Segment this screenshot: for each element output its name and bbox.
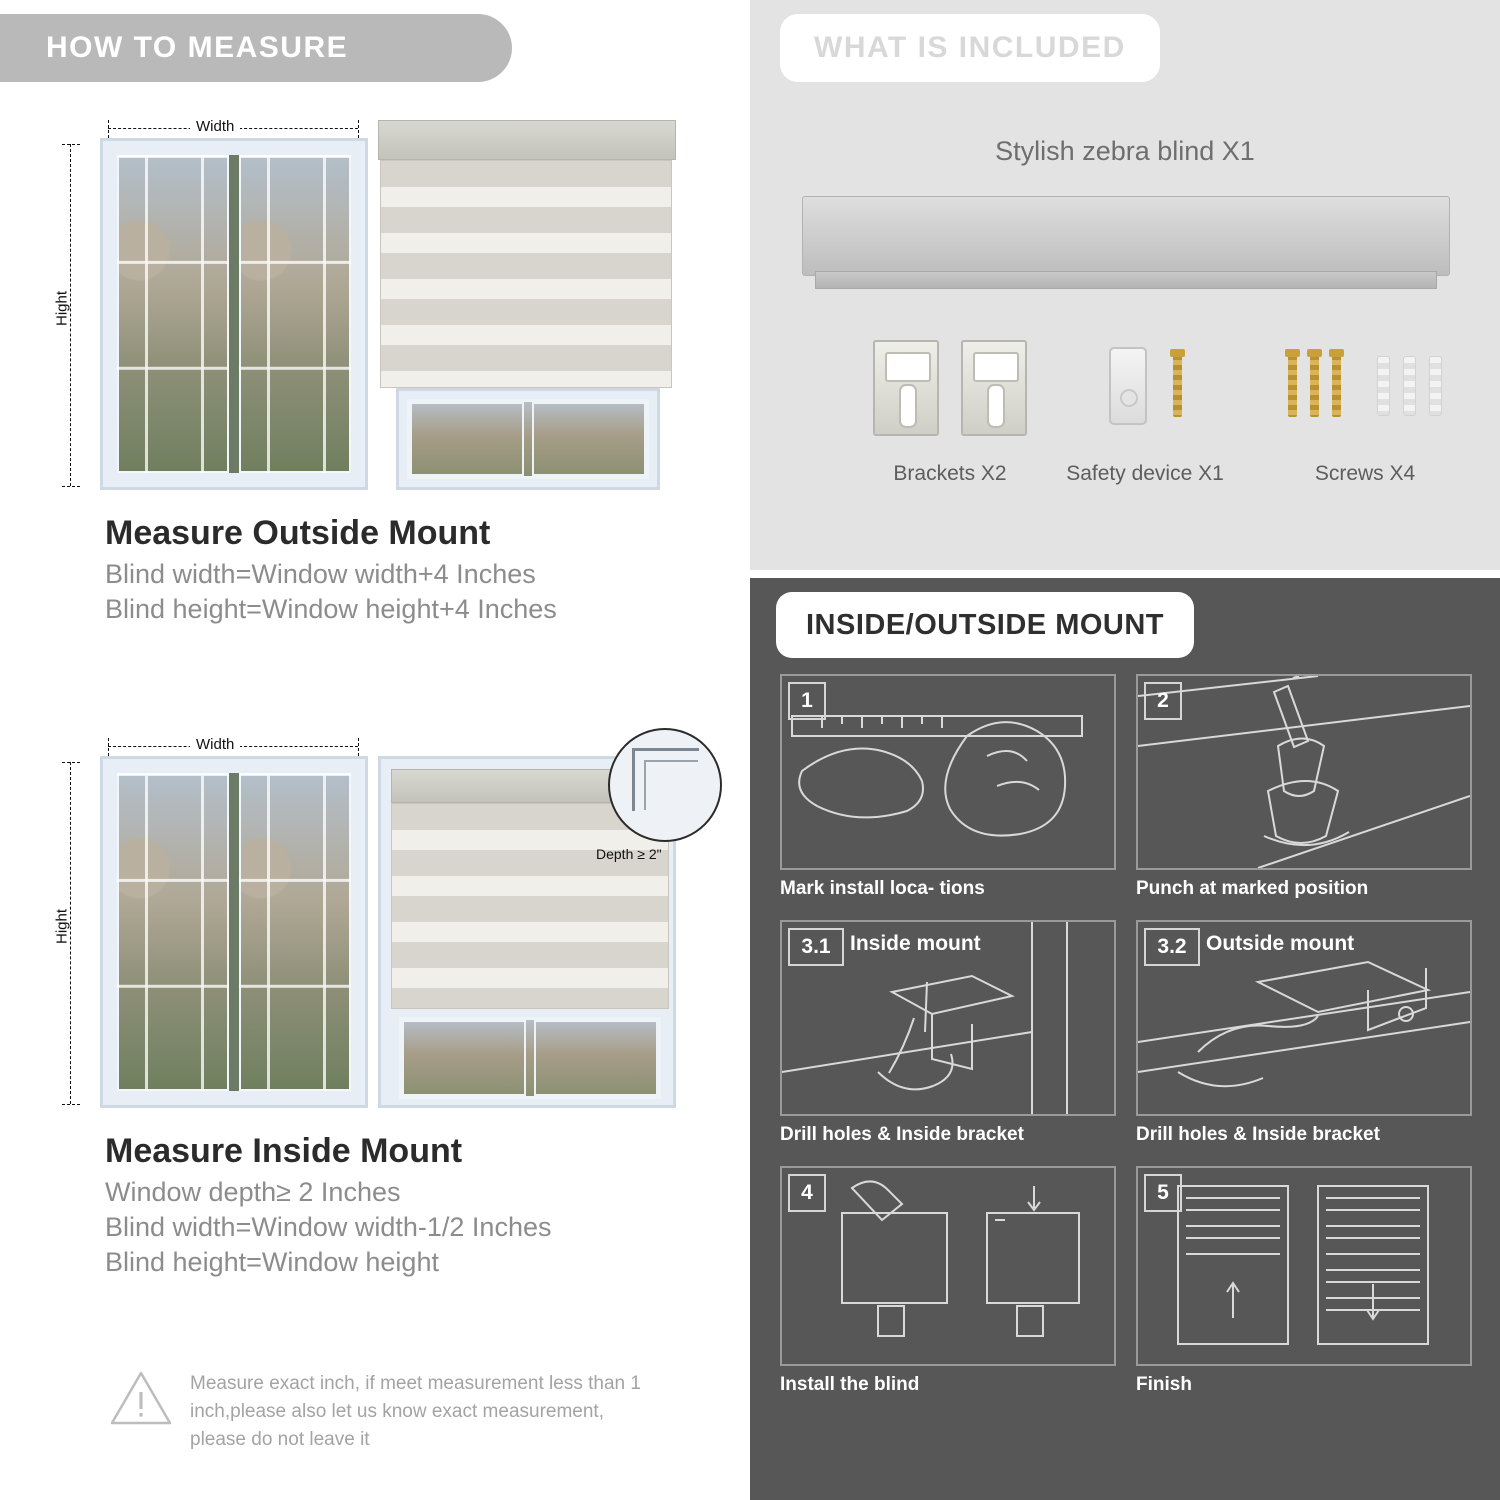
what-is-included-tab (780, 14, 1160, 82)
outside-width-tick-left (108, 120, 109, 138)
window-pane-right-inside (239, 773, 351, 1091)
step-2-number: 2 (1144, 682, 1182, 720)
window-illustration-inside (100, 756, 368, 1108)
outside-width-tick-right (358, 120, 359, 138)
inside-width-tick-right (358, 738, 359, 756)
how-to-measure-section (0, 0, 742, 1500)
safety-device-caption: Safety device X1 (1066, 462, 1224, 485)
screws-illustration (1230, 340, 1500, 432)
install-step-5 (1136, 1166, 1472, 1396)
outside-mount-diagram (40, 100, 730, 500)
inside-window-glass (399, 1017, 661, 1099)
installation-steps-grid (780, 674, 1472, 1396)
step-1-illustration (780, 674, 1116, 870)
outside-mount-block (0, 100, 742, 629)
right-column (750, 0, 1500, 1500)
inside-mount-text (105, 1132, 742, 1278)
inside-mount-block (0, 718, 742, 1282)
screw-icon (1288, 355, 1297, 417)
outside-blind-fabric (380, 160, 672, 388)
screws-caption: Screws X4 (1314, 462, 1416, 485)
outside-height-tick-top (62, 144, 80, 145)
measure-warning-text: Measure exact inch, if meet measurement less than 1 inch,please also let us know exact measurement, please do not leave it (190, 1373, 641, 1450)
step-5-number: 5 (1144, 1174, 1182, 1212)
step-5-caption: Finish (1136, 1374, 1192, 1395)
step-2-illustration (1136, 674, 1472, 870)
inside-outside-mount-title: INSIDE/OUTSIDE MOUNT (806, 608, 1165, 641)
included-parts-row (750, 340, 1500, 500)
step-1-number: 1 (788, 682, 826, 720)
outside-window-glass (407, 399, 649, 479)
step-5-illustration (1136, 1166, 1472, 1366)
wall-anchor-icon (1377, 356, 1390, 416)
outside-blind-headrail (378, 120, 676, 160)
inside-width-tick-left (108, 738, 109, 756)
inside-height-tick-top (62, 762, 80, 763)
step-3-2-number: 3.2 (1144, 928, 1200, 966)
glass-right-inside (534, 1020, 658, 1096)
outside-width-label: Width (190, 118, 240, 135)
inside-blind-fabric (391, 803, 669, 1009)
install-step-3-2 (1136, 920, 1472, 1146)
step-1-caption: Mark install loca- tions (780, 878, 985, 899)
safety-device-icon (1109, 347, 1147, 425)
warning-icon (110, 1370, 172, 1426)
window-pane-right (239, 155, 351, 473)
outside-mount-title: Measure Outside Mount (105, 514, 491, 552)
window-panes (117, 155, 351, 473)
window-pane-left (117, 155, 229, 473)
outside-mount-text (105, 514, 742, 625)
window-illustration-outside (100, 138, 368, 490)
screw-icon (1310, 355, 1319, 417)
step-2-caption: Punch at marked position (1136, 878, 1369, 899)
how-to-measure-banner (0, 14, 512, 82)
step-3-1-caption: Drill holes & Inside bracket (780, 1124, 1024, 1145)
wall-anchor-icon (1429, 356, 1442, 416)
install-step-4 (780, 1166, 1116, 1396)
inside-height-tick-bottom (62, 1104, 80, 1105)
step-4-number: 4 (788, 1174, 826, 1212)
step-3-2-inline-label: Outside mount (1206, 932, 1355, 955)
inside-outside-mount-tab (776, 592, 1194, 658)
glass-right (532, 402, 646, 476)
inside-mount-title: Measure Inside Mount (105, 1132, 463, 1170)
inside-height-label: Hight (53, 908, 71, 945)
inside-width-label: Width (190, 736, 240, 753)
outside-window-below-blind (396, 388, 660, 490)
install-step-2 (1136, 674, 1472, 900)
step-4-illustration (780, 1166, 1116, 1366)
screw-icon (1173, 355, 1182, 417)
bracket-icon (873, 340, 939, 436)
wall-anchor-icon (1403, 356, 1416, 416)
what-is-included-section (750, 0, 1500, 570)
inside-mount-line-2: Blind width=Window width-1/2 Inches (105, 1212, 552, 1242)
install-step-1 (780, 674, 1116, 900)
install-step-3-1 (780, 920, 1116, 1146)
zebra-blind-headrail-illustration (802, 196, 1450, 276)
outside-mount-line-2: Blind height=Window height+4 Inches (105, 594, 557, 624)
outside-height-label: Hight (53, 290, 71, 327)
depth-label: Depth ≥ 2" (596, 846, 662, 862)
screw-icon (1332, 355, 1341, 417)
inside-outside-mount-section (750, 578, 1500, 1500)
included-main-item-label: Stylish zebra blind X1 (995, 136, 1255, 166)
glass-left-inside (402, 1020, 526, 1096)
what-is-included-title: WHAT IS INCLUDED (814, 31, 1126, 64)
depth-callout-frame-inner (644, 760, 698, 810)
step-3-1-inline-label: Inside mount (850, 932, 981, 955)
depth-callout-circle (608, 728, 722, 842)
step-4-caption: Install the blind (780, 1374, 920, 1395)
outside-height-tick-bottom (62, 486, 80, 487)
brackets-caption: Brackets X2 (893, 462, 1007, 485)
measure-warning-note (110, 1370, 660, 1454)
inside-mount-line-1: Window depth≥ 2 Inches (105, 1177, 401, 1207)
window-panes-inside (117, 773, 351, 1091)
step-3-1-number: 3.1 (788, 928, 844, 966)
part-screws (1230, 340, 1500, 485)
inside-mount-line-3: Blind height=Window height (105, 1247, 439, 1277)
step-3-2-caption: Drill holes & Inside bracket (1136, 1124, 1380, 1145)
how-to-measure-title: HOW TO MEASURE (46, 31, 349, 64)
outside-mount-line-1: Blind width=Window width+4 Inches (105, 559, 536, 589)
inside-mount-diagram (40, 718, 730, 1118)
glass-left (410, 402, 524, 476)
window-pane-left-inside (117, 773, 229, 1091)
